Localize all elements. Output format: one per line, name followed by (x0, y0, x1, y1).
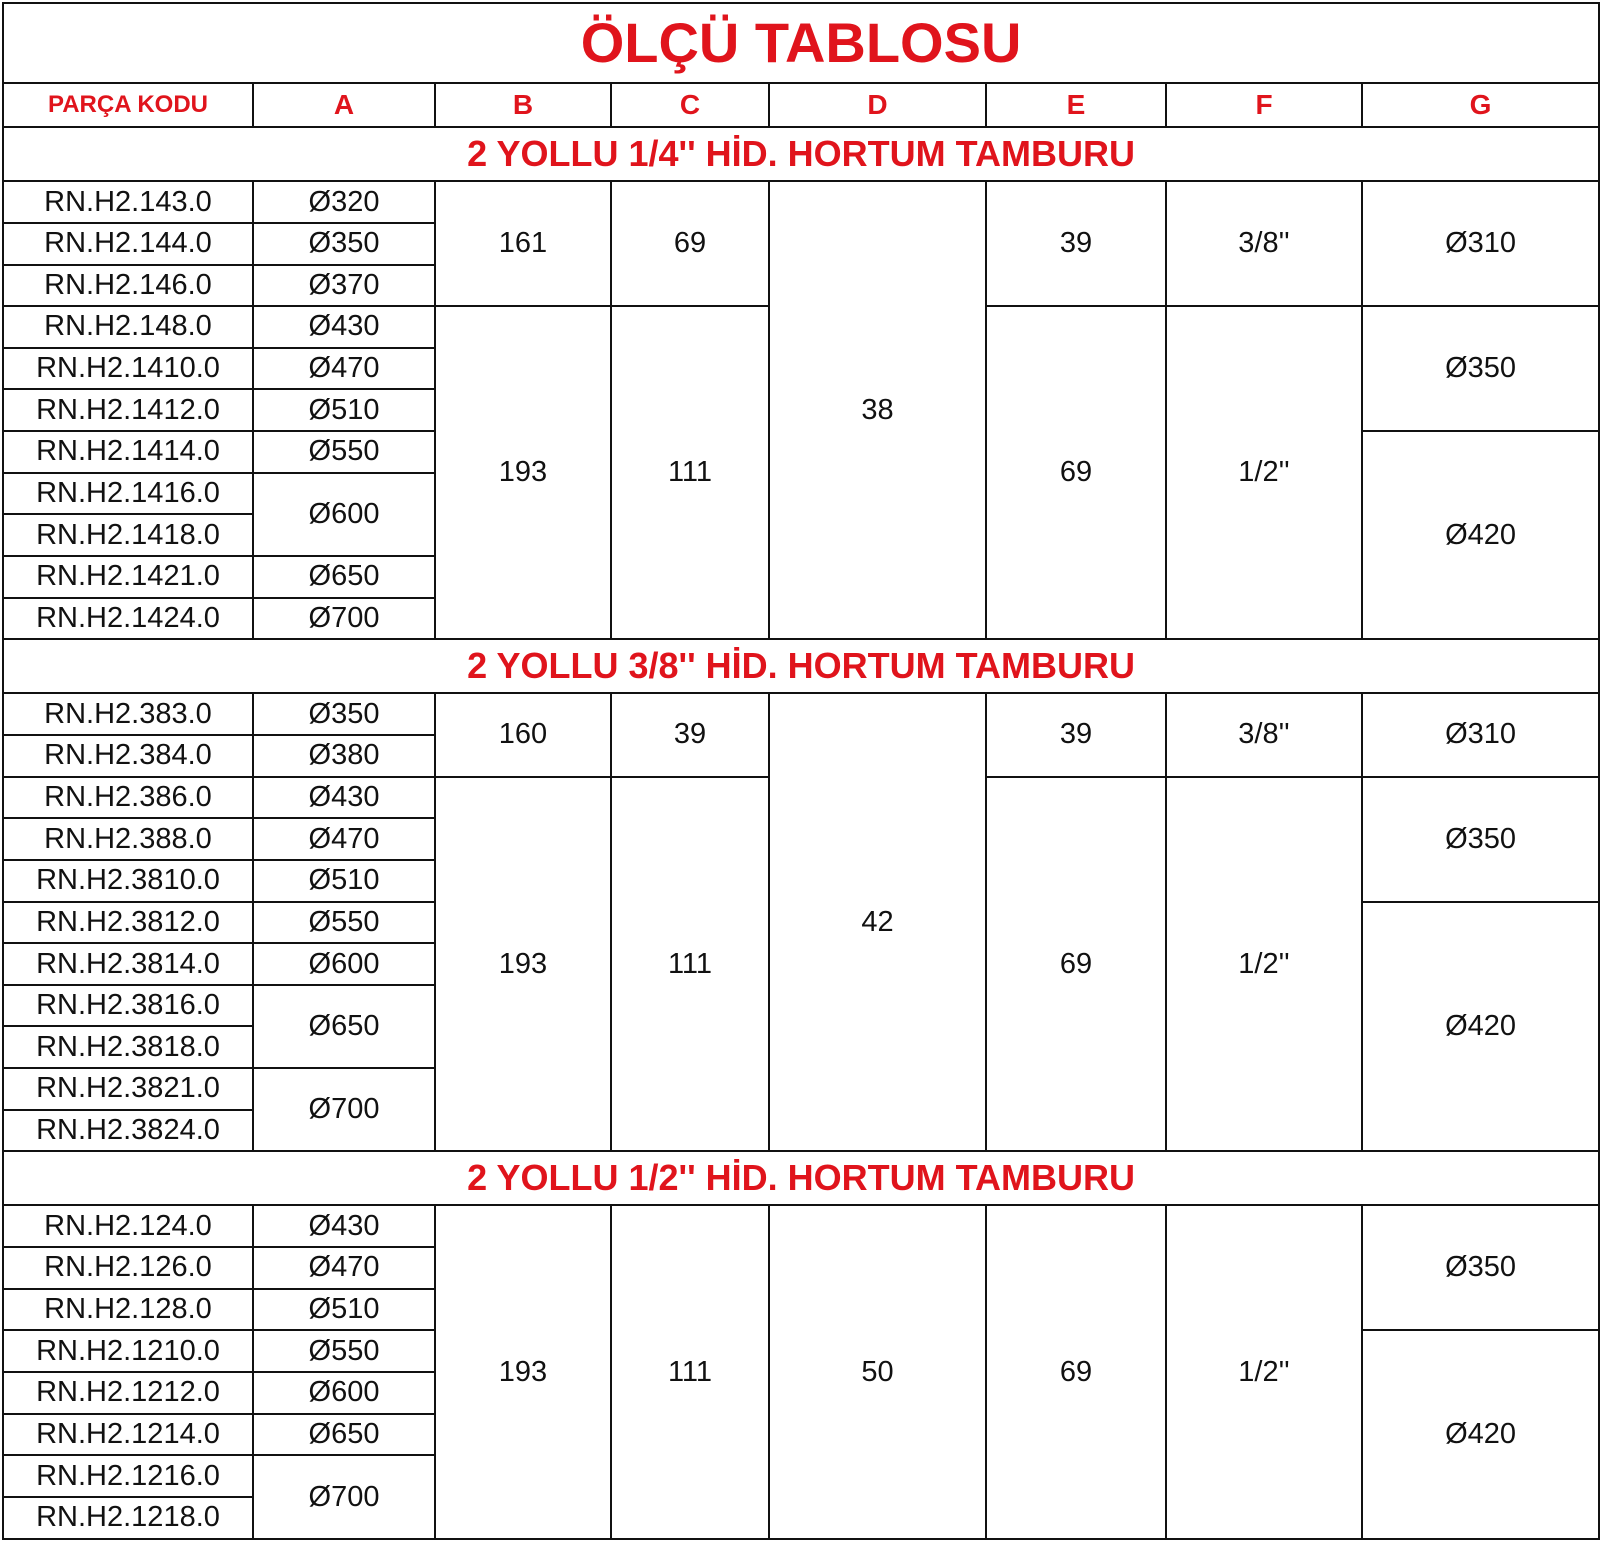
section-header-row (3, 127, 1599, 181)
section-title: 2 YOLLU 1/2'' HİD. HORTUM TAMBURU (3, 1151, 1599, 1205)
dim-a-cell: Ø700 (253, 1455, 435, 1539)
dim-b-cell: 193 (435, 1205, 611, 1539)
part-code-cell: RN.H2.1416.0 (3, 473, 253, 515)
part-code-cell: RN.H2.1414.0 (3, 431, 253, 473)
dim-a-cell: Ø430 (253, 777, 435, 819)
part-code-cell: RN.H2.3821.0 (3, 1068, 253, 1110)
dim-a-cell: Ø470 (253, 1247, 435, 1289)
part-code-cell: RN.H2.1418.0 (3, 514, 253, 556)
dim-a-cell: Ø650 (253, 556, 435, 598)
dim-a-cell: Ø380 (253, 735, 435, 777)
dim-f-cell: 1/2'' (1166, 1205, 1362, 1539)
part-code-cell: RN.H2.388.0 (3, 818, 253, 860)
dim-f-cell: 1/2'' (1166, 306, 1362, 639)
dim-d-cell: 50 (769, 1205, 986, 1539)
part-code-cell: RN.H2.146.0 (3, 265, 253, 307)
part-code-cell: RN.H2.124.0 (3, 1205, 253, 1247)
part-code-cell: RN.H2.3812.0 (3, 902, 253, 944)
dim-a-cell: Ø430 (253, 1205, 435, 1247)
dim-e-cell: 39 (986, 693, 1166, 776)
section-header-row (3, 639, 1599, 693)
dim-g-cell: Ø350 (1362, 306, 1599, 431)
dim-d-cell: 38 (769, 181, 986, 639)
dim-a-cell: Ø430 (253, 306, 435, 348)
dim-a-cell: Ø510 (253, 860, 435, 902)
table-row (3, 1205, 1599, 1247)
dim-c-cell: 111 (611, 306, 769, 639)
dim-g-cell: Ø350 (1362, 1205, 1599, 1330)
column-header-b: B (435, 83, 611, 127)
part-code-cell: RN.H2.383.0 (3, 693, 253, 735)
dim-c-cell: 111 (611, 777, 769, 1152)
part-code-cell: RN.H2.143.0 (3, 181, 253, 223)
part-code-cell: RN.H2.1421.0 (3, 556, 253, 598)
section-header-row (3, 1151, 1599, 1205)
dim-a-cell: Ø700 (253, 598, 435, 640)
section-title: 2 YOLLU 1/4'' HİD. HORTUM TAMBURU (3, 127, 1599, 181)
dim-a-cell: Ø370 (253, 265, 435, 307)
column-header-f: F (1166, 83, 1362, 127)
dim-e-cell: 69 (986, 1205, 1166, 1539)
part-code-cell: RN.H2.3816.0 (3, 985, 253, 1027)
dim-e-cell: 39 (986, 181, 1166, 306)
table-row (3, 693, 1599, 735)
column-header-e: E (986, 83, 1166, 127)
part-code-cell: RN.H2.1216.0 (3, 1455, 253, 1497)
part-code-cell: RN.H2.1218.0 (3, 1497, 253, 1539)
dim-a-cell: Ø550 (253, 431, 435, 473)
dim-c-cell: 69 (611, 181, 769, 306)
part-code-cell: RN.H2.1214.0 (3, 1414, 253, 1456)
dim-g-cell: Ø420 (1362, 902, 1599, 1152)
part-code-cell: RN.H2.1212.0 (3, 1372, 253, 1414)
dim-g-cell: Ø420 (1362, 1330, 1599, 1539)
part-code-cell: RN.H2.386.0 (3, 777, 253, 819)
dim-b-cell: 193 (435, 777, 611, 1152)
dim-a-cell: Ø600 (253, 1372, 435, 1414)
column-header-g: G (1362, 83, 1599, 127)
dim-a-cell: Ø320 (253, 181, 435, 223)
dim-e-cell: 69 (986, 777, 1166, 1152)
column-header-d: D (769, 83, 986, 127)
dim-a-cell: Ø600 (253, 943, 435, 985)
dim-d-cell: 42 (769, 693, 986, 1151)
dim-f-cell: 1/2'' (1166, 777, 1362, 1152)
table-body (3, 3, 1599, 1539)
dim-b-cell: 193 (435, 306, 611, 639)
dim-g-cell: Ø310 (1362, 693, 1599, 776)
part-code-cell: RN.H2.126.0 (3, 1247, 253, 1289)
section-title: 2 YOLLU 3/8'' HİD. HORTUM TAMBURU (3, 639, 1599, 693)
part-code-cell: RN.H2.384.0 (3, 735, 253, 777)
table-row (3, 181, 1599, 223)
column-header-part-code: PARÇA KODU (3, 83, 253, 127)
dim-c-cell: 111 (611, 1205, 769, 1539)
part-code-cell: RN.H2.3818.0 (3, 1026, 253, 1068)
part-code-cell: RN.H2.3814.0 (3, 943, 253, 985)
dim-a-cell: Ø550 (253, 1330, 435, 1372)
dim-a-cell: Ø700 (253, 1068, 435, 1151)
dim-g-cell: Ø310 (1362, 181, 1599, 306)
dim-a-cell: Ø470 (253, 818, 435, 860)
dim-e-cell: 69 (986, 306, 1166, 639)
part-code-cell: RN.H2.1210.0 (3, 1330, 253, 1372)
dim-a-cell: Ø350 (253, 693, 435, 735)
dim-g-cell: Ø350 (1362, 777, 1599, 902)
dim-b-cell: 161 (435, 181, 611, 306)
dim-f-cell: 3/8'' (1166, 693, 1362, 776)
title-row (3, 3, 1599, 83)
part-code-cell: RN.H2.148.0 (3, 306, 253, 348)
dim-a-cell: Ø510 (253, 389, 435, 431)
column-header-a: A (253, 83, 435, 127)
dim-a-cell: Ø510 (253, 1289, 435, 1331)
dim-a-cell: Ø600 (253, 473, 435, 556)
part-code-cell: RN.H2.128.0 (3, 1289, 253, 1331)
part-code-cell: RN.H2.1424.0 (3, 598, 253, 640)
header-row (3, 83, 1599, 127)
part-code-cell: RN.H2.1410.0 (3, 348, 253, 390)
table-title: ÖLÇÜ TABLOSU (3, 3, 1599, 83)
part-code-cell: RN.H2.1412.0 (3, 389, 253, 431)
dim-a-cell: Ø650 (253, 1414, 435, 1456)
size-table (2, 2, 1600, 1540)
part-code-cell: RN.H2.3810.0 (3, 860, 253, 902)
part-code-cell: RN.H2.144.0 (3, 223, 253, 265)
dim-a-cell: Ø650 (253, 985, 435, 1068)
dim-a-cell: Ø550 (253, 902, 435, 944)
column-header-c: C (611, 83, 769, 127)
dim-b-cell: 160 (435, 693, 611, 776)
dim-c-cell: 39 (611, 693, 769, 776)
dim-a-cell: Ø350 (253, 223, 435, 265)
dim-a-cell: Ø470 (253, 348, 435, 390)
part-code-cell: RN.H2.3824.0 (3, 1110, 253, 1152)
dim-g-cell: Ø420 (1362, 431, 1599, 639)
dim-f-cell: 3/8'' (1166, 181, 1362, 306)
